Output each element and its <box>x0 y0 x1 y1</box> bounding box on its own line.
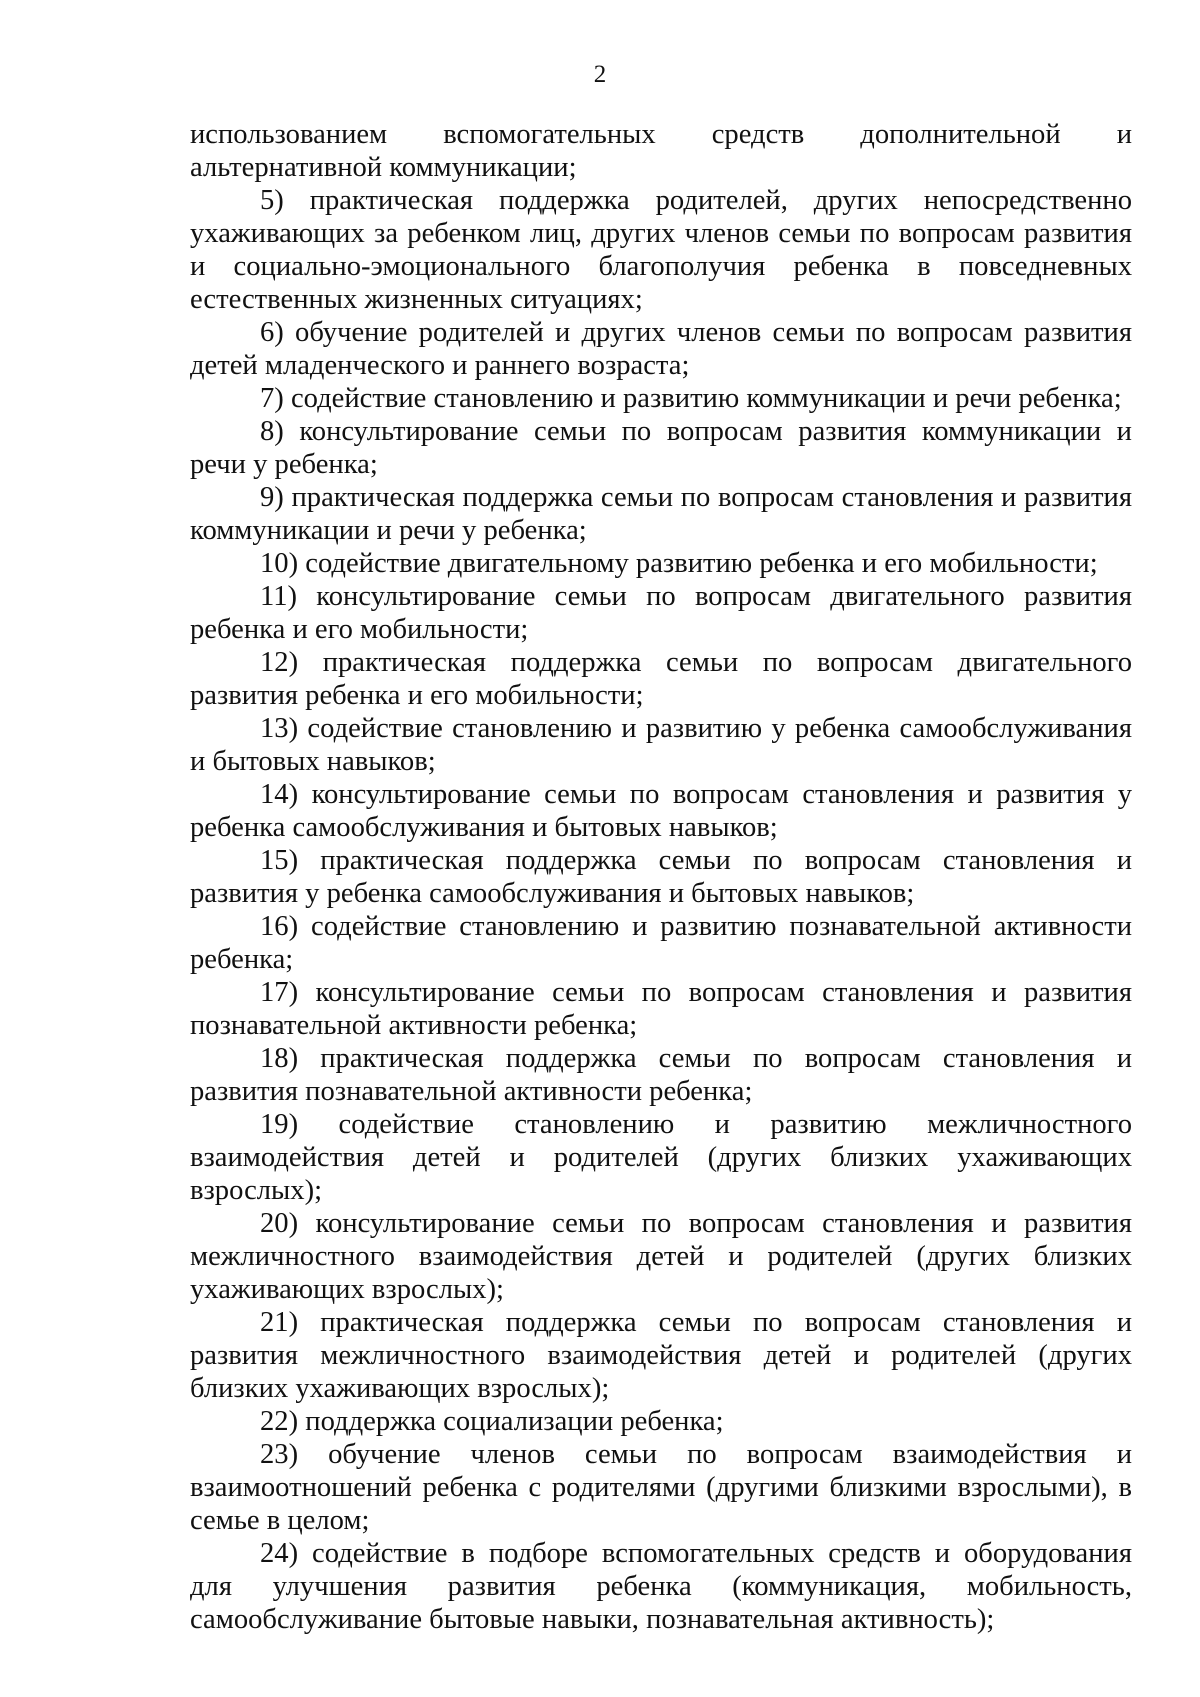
list-item-20: 20) консультирование семьи по вопросам становления и развития межличностного взаимодействия детей и родителей (других близких ухаживающих взрослых); <box>190 1208 1132 1305</box>
list-item-9: 9) практическая поддержка семьи по вопросам становления и развития коммуникации и речи у ребенка; <box>190 482 1132 546</box>
list-item-14: 14) консультирование семьи по вопросам становления и развития у ребенка самообслуживания и бытовых навыков; <box>190 779 1132 843</box>
list-item-24: 24) содействие в подборе вспомогательных средств и оборудования для улучшения развития ребенка (коммуникация, мобильность, самообслуживание бытовые навыки, познавательная активность); <box>190 1538 1132 1635</box>
list-item-13: 13) содействие становлению и развитию у ребенка самообслуживания и бытовых навыков; <box>190 713 1132 777</box>
list-item-7: 7) содействие становлению и развитию коммуникации и речи ребенка; <box>260 383 1122 414</box>
page-number: 2 <box>593 61 607 88</box>
list-item-18: 18) практическая поддержка семьи по вопросам становления и развития познавательной активности ребенка; <box>190 1043 1132 1107</box>
list-item-6: 6) обучение родителей и других членов семьи по вопросам развития детей младенческого и раннего возраста; <box>190 317 1132 381</box>
list-item-15: 15) практическая поддержка семьи по вопросам становления и развития у ребенка самообслуживания и бытовых навыков; <box>190 845 1132 909</box>
list-item-22: 22) поддержка социализации ребенка; <box>260 1406 724 1437</box>
list-item-23: 23) обучение членов семьи по вопросам взаимодействия и взаимоотношений ребенка с родителями (другими близкими взрослыми), в семье в целом; <box>190 1439 1132 1536</box>
paragraph-continuation: использованием вспомогательных средств дополнительной и альтернативной коммуникации; <box>190 119 1132 183</box>
list-item-17: 17) консультирование семьи по вопросам становления и развития познавательной активности ребенка; <box>190 977 1132 1041</box>
list-item-12: 12) практическая поддержка семьи по вопросам двигательного развития ребенка и его мобильности; <box>190 647 1132 711</box>
list-item-11: 11) консультирование семьи по вопросам двигательного развития ребенка и его мобильности; <box>190 581 1132 645</box>
list-item-19: 19) содействие становлению и развитию межличностного взаимодействия детей и родителей (других близких ухаживающих взрослых); <box>190 1109 1132 1206</box>
list-item-16: 16) содействие становлению и развитию познавательной активности ребенка; <box>190 911 1132 975</box>
list-item-21: 21) практическая поддержка семьи по вопросам становления и развития межличностного взаимодействия детей и родителей (других близких ухаживающих взрослых); <box>190 1307 1132 1404</box>
list-item-5: 5) практическая поддержка родителей, других непосредственно ухаживающих за ребенком лиц, других членов семьи по вопросам развития и социально-эмоционального благополучия ребенка в повседневных естественных жизненных ситуациях; <box>190 185 1132 315</box>
document-body <box>190 118 1132 1636</box>
list-item-8: 8) консультирование семьи по вопросам развития коммуникации и речи у ребенка; <box>190 416 1132 480</box>
list-item-10: 10) содействие двигательному развитию ребенка и его мобильности; <box>260 548 1098 579</box>
